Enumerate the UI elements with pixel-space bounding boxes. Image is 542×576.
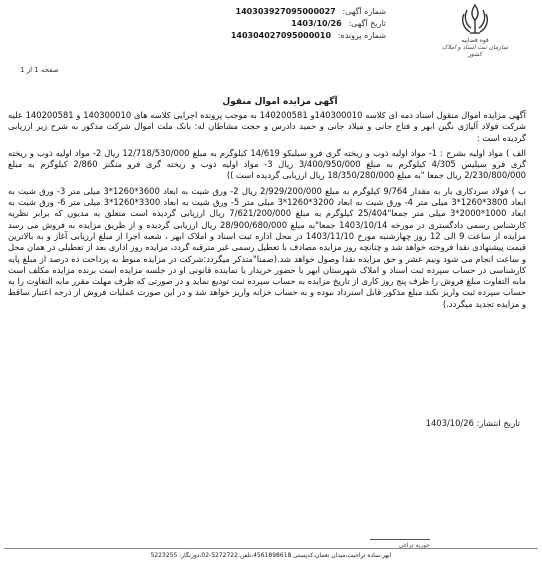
body-paragraph-intro: آگهی مزایده اموال منقول اسناد ذمه ای کلاسه 140300010و 140200581 به موجب پرونده اجرایی کلاسه های 140300010 و 140200581 علیه شرکت فولاد آلیاژی نگین ابهر و فتاح جانی و میلاد جانی و حمید دادرس و حجت مشاطان له: بانک ملت اموال شرکت مذکور به شرح زیر ارزیابی گردیده است : [8, 110, 526, 143]
header-meta [150, 6, 386, 42]
publish-date-line [290, 418, 520, 428]
body-paragraph-items-b: ب ) فولاد سردکاری بار به مقدار 9/764 کیلوگرم به مبلغ 2/929/200/000 ریال 2- ورق شیت به ابعاد 3600*1260*3 میلی متر 3- ورق شیت به ابعاد 3800*1260*3 میلی متر 4- ورق شیت به ابعاد 3200*1260*3 میلی متر 5- ورق شیت به ابعاد 3300*1260*3 میلی متر 6- ورق شیت به ابعاد 1000*2000*3 میلی متر جمعا"25/404 کیلوگرم به مبلغ 7/621/200/000 ریال ارزیابی گردیده است متعلق به مدیون که برابر نظریه کارشناس رسمی دادگستری در مورخه 1403/10/14 جمعا"به مبلغ 28/900/680/000 ریال ارزیابی گردیده و از طریق مزایده به فروش می رسد مزایده از ساعت 9 الی 12 روز چهارشنبه مورخ 1403/11/10 در محل اداره ثبت اسناد و املاک ابهر ، شعبه اجرا از مبلغ ارزیابی آغاز و به بالاترین قیمت پیشنهادی نقدا فروخته خواهد شد و چنانچه روز مزایده مصادف با تعطیل رسمی غیر مترقبه گردد، مزایده روز اداری بعد از تعطیلی در همان محل و ساعت انجام می شود ونیم عشر و حق مزایده نقدا وصول خواهد شد.(ضمنا"متذکر میگردد:شرکت در مزایده منوط به پرداخت ده درصد از مبلغ پایه کارشناسی در حساب سپرده ثبت اسناد و املاک شهرستان ابهر با حضور خریدار یا نماینده قانونی او در جلسه مزایده است برنده مزایده مکلف است مابه التفاوت مبلغ فروش را ظرف پنج روز کاری از تاریخ مزایده به حساب سپرده ثبت تودیع نماید و در صورتی که ظرف مهلت مقرر مابه التفاوت را به حساب سپرده ثبت واریز نکند مبلغ مذکور قابل استرداد نبوده و به حساب خزانه واریز خواهد شد و در این صورت عملیات فروش از درجه اعتبار ساقط و مزایده تجدید میگردد.) [8, 185, 527, 309]
document-body [8, 110, 526, 314]
footer-address: ابهر،ساده تراجیت،میدان نعمان،کدپستی 4561898618،تلفن:5272722-02،دورنگار: 5223255 [4, 548, 538, 559]
ad-number-label: شماره آگهی: [342, 7, 386, 16]
ad-date-row [150, 18, 386, 30]
case-number: 140304027095000010 [230, 31, 332, 40]
signature-block [250, 529, 430, 549]
ad-date: 1403/10/26 [291, 19, 342, 28]
page-number: صفحه 1 از 1 [20, 66, 59, 74]
emblem-icon [458, 2, 492, 36]
document-title: آگهی مزایده اموال منقول [222, 97, 338, 107]
ad-number: 140303927095000027 [235, 7, 336, 16]
judiciary-emblem [440, 2, 510, 80]
org-name-line1: قوه قضاییه [461, 37, 489, 44]
publish-date: 1403/10/26 [425, 418, 474, 428]
ad-number-row [150, 6, 386, 18]
case-number-label: شماره پرونده: [337, 31, 386, 40]
body-paragraph-items-a: الف ) مواد اولیه بشرح : 1- مواد اولیه ذوب و ریخته گری فرو سیلیکو 14/619 کیلوگرم به مبلغ 12/718/530/000 ریال 2- مواد اولیه ذوب و ریخته گری فرو سیلیس 4/305 کیلوگرم به مبلغ 3/400/950/000 ریال 3- مواد اولیه ذوب و ریخته گری فرو منگنز 2/860 کیلوگرم به مبلغ 2/230/800/000 ریال جمعا "به مبلغ 18/350/280/000 ریال ارزیابی گردیده است )) [8, 147, 527, 181]
org-name-line2: سازمان ثبت اسناد و املاک کشور [442, 44, 508, 58]
publish-date-label: تاریخ انتشار: [476, 418, 520, 428]
ad-date-label: تاریخ آگهی: [348, 19, 386, 28]
signature-scribble [370, 529, 430, 540]
signature-name: حوریه تراغی [398, 542, 430, 549]
case-number-row [150, 30, 386, 42]
